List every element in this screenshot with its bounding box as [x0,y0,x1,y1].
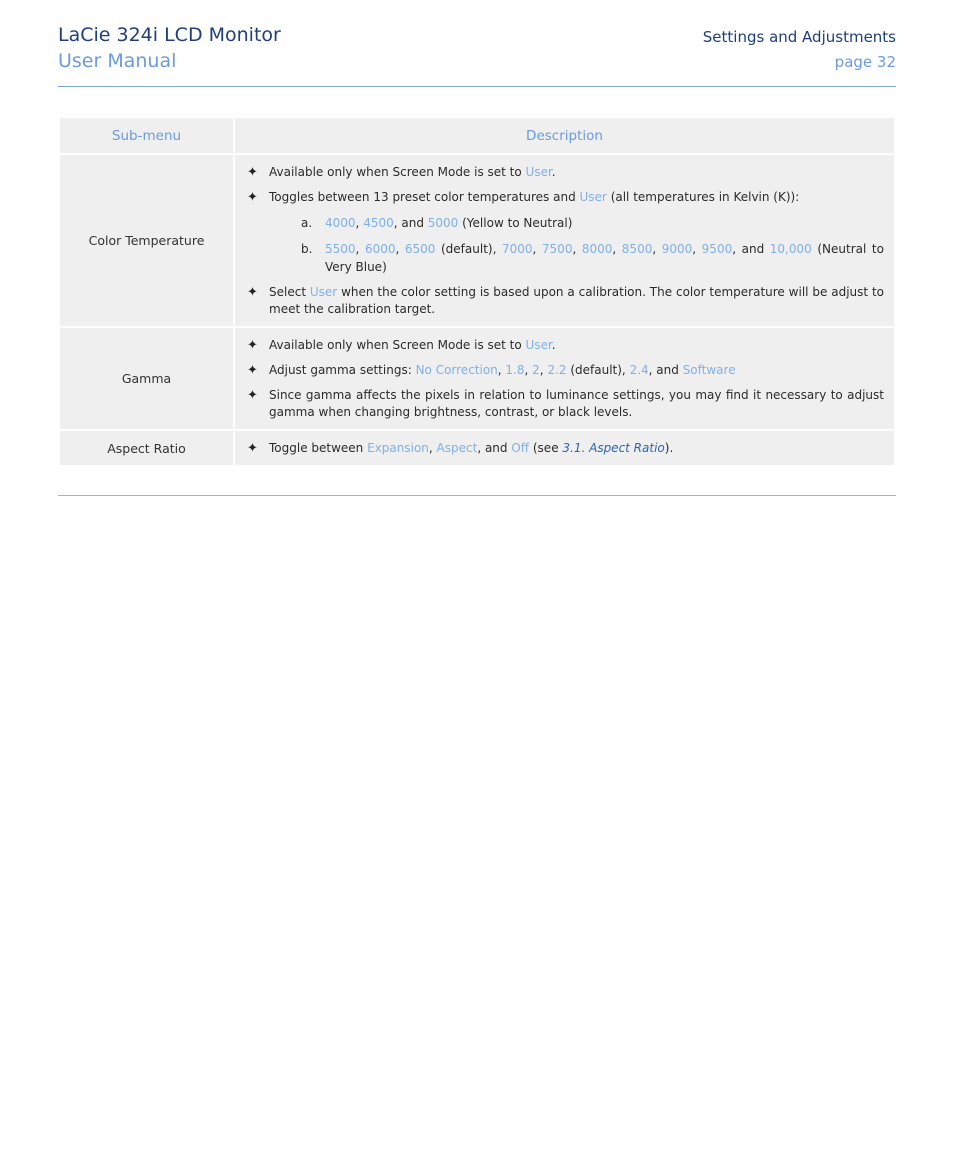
section-title: Settings and Adjustments [702,28,896,46]
option-no-correction: No Correction [415,363,498,377]
text: Select [269,285,310,299]
list-item [245,362,884,379]
list-item [245,387,884,421]
submenu-gamma: Gamma [59,327,234,430]
option-2: 2 [532,363,540,377]
list-item [245,337,884,354]
text: Toggle between [269,441,368,455]
option-7000: 7000 [501,242,533,256]
separator: , [355,242,365,256]
sub-list-item-b [245,240,884,276]
description-color-temperature [234,154,895,327]
option-6500: 6500 [404,242,436,256]
text: (default), [435,242,502,256]
separator: , [355,216,364,230]
bullet-star-icon: ✦ [247,165,258,180]
document-title: LaCie 324i LCD Monitor [58,24,281,46]
description-aspect-ratio [234,430,895,466]
text: . [551,338,556,352]
separator: , [532,242,542,256]
separator: , [428,441,437,455]
list-item [245,440,884,457]
settings-table [58,116,896,467]
option-4500: 4500 [363,216,394,230]
text: . [551,165,556,179]
bullet-star-icon: ✦ [247,190,258,205]
option-user: User [309,285,338,299]
option-2-2: 2.2 [547,363,567,377]
column-header-submenu: Sub-menu [59,117,234,154]
option-10000: 10,000 [769,242,812,256]
list-item [245,189,884,206]
separator: , [612,242,622,256]
separator: , [524,363,533,377]
separator: , [692,242,702,256]
option-user: User [525,165,552,179]
page-header [58,24,896,87]
text: (all temperatures in Kelvin (K)): [606,190,800,204]
text: (default), [566,363,630,377]
option-off: Off [511,441,530,455]
option-user: User [579,190,607,204]
option-user: User [525,338,552,352]
text: Toggles between 13 preset color temperatures and [269,190,580,204]
text: Since gamma affects the pixels in relation to luminance settings, you may find it necessary to adjust gamma when changing brightness, contrast, or black levels. [269,388,884,419]
option-8000: 8000 [581,242,613,256]
option-expansion: Expansion [367,441,429,455]
text: , and [393,216,428,230]
bullet-star-icon: ✦ [247,441,258,456]
option-4000: 4000 [325,216,356,230]
table-row-gamma [59,327,895,430]
separator: , [572,242,582,256]
separator: , [539,363,548,377]
table-header-row [59,117,895,154]
text: , and [477,441,512,455]
bullet-star-icon: ✦ [247,285,258,300]
text: (see [529,441,563,455]
option-5000: 5000 [427,216,459,230]
option-7500: 7500 [541,242,573,256]
text: when the color setting is based upon a calibration. The color temperature will be adjust to meet the calibration target. [269,285,884,316]
text: (Neutral to Very Blue) [325,242,884,274]
sub-list-letter: a. [301,216,313,230]
text: ). [664,441,674,455]
aspect-ratio-link[interactable]: 3.1. Aspect Ratio [562,441,665,455]
list-item [245,164,884,181]
separator: , [652,242,662,256]
option-9000: 9000 [661,242,693,256]
option-software: Software [682,363,736,377]
submenu-aspect-ratio: Aspect Ratio [59,430,234,466]
option-6000: 6000 [364,242,396,256]
footer-divider [58,495,896,496]
text: Adjust gamma settings: [269,363,416,377]
option-5500: 5500 [325,242,356,256]
text: Available only when Screen Mode is set to [269,165,526,179]
document-subtitle: User Manual [58,50,177,72]
column-header-description: Description [234,117,895,154]
option-8500: 8500 [621,242,653,256]
option-9500: 9500 [701,242,733,256]
table-row-color-temperature [59,154,895,327]
separator: , [497,363,506,377]
page-number: page 32 [834,53,896,71]
option-2-4: 2.4 [629,363,649,377]
text: (Yellow to Neutral) [458,216,573,230]
sub-list-letter: b. [301,242,313,256]
option-aspect: Aspect [436,441,478,455]
description-gamma [234,327,895,430]
text: , and [732,242,770,256]
table-row-aspect-ratio [59,430,895,466]
option-1-8: 1.8 [505,363,525,377]
submenu-color-temperature: Color Temperature [59,154,234,327]
bullet-star-icon: ✦ [247,363,258,378]
text: Available only when Screen Mode is set to [269,338,526,352]
bullet-star-icon: ✦ [247,338,258,353]
separator: , [395,242,405,256]
sub-list-item-a [245,214,884,232]
text: , and [648,363,683,377]
bullet-star-icon: ✦ [247,388,258,403]
list-item [245,284,884,318]
